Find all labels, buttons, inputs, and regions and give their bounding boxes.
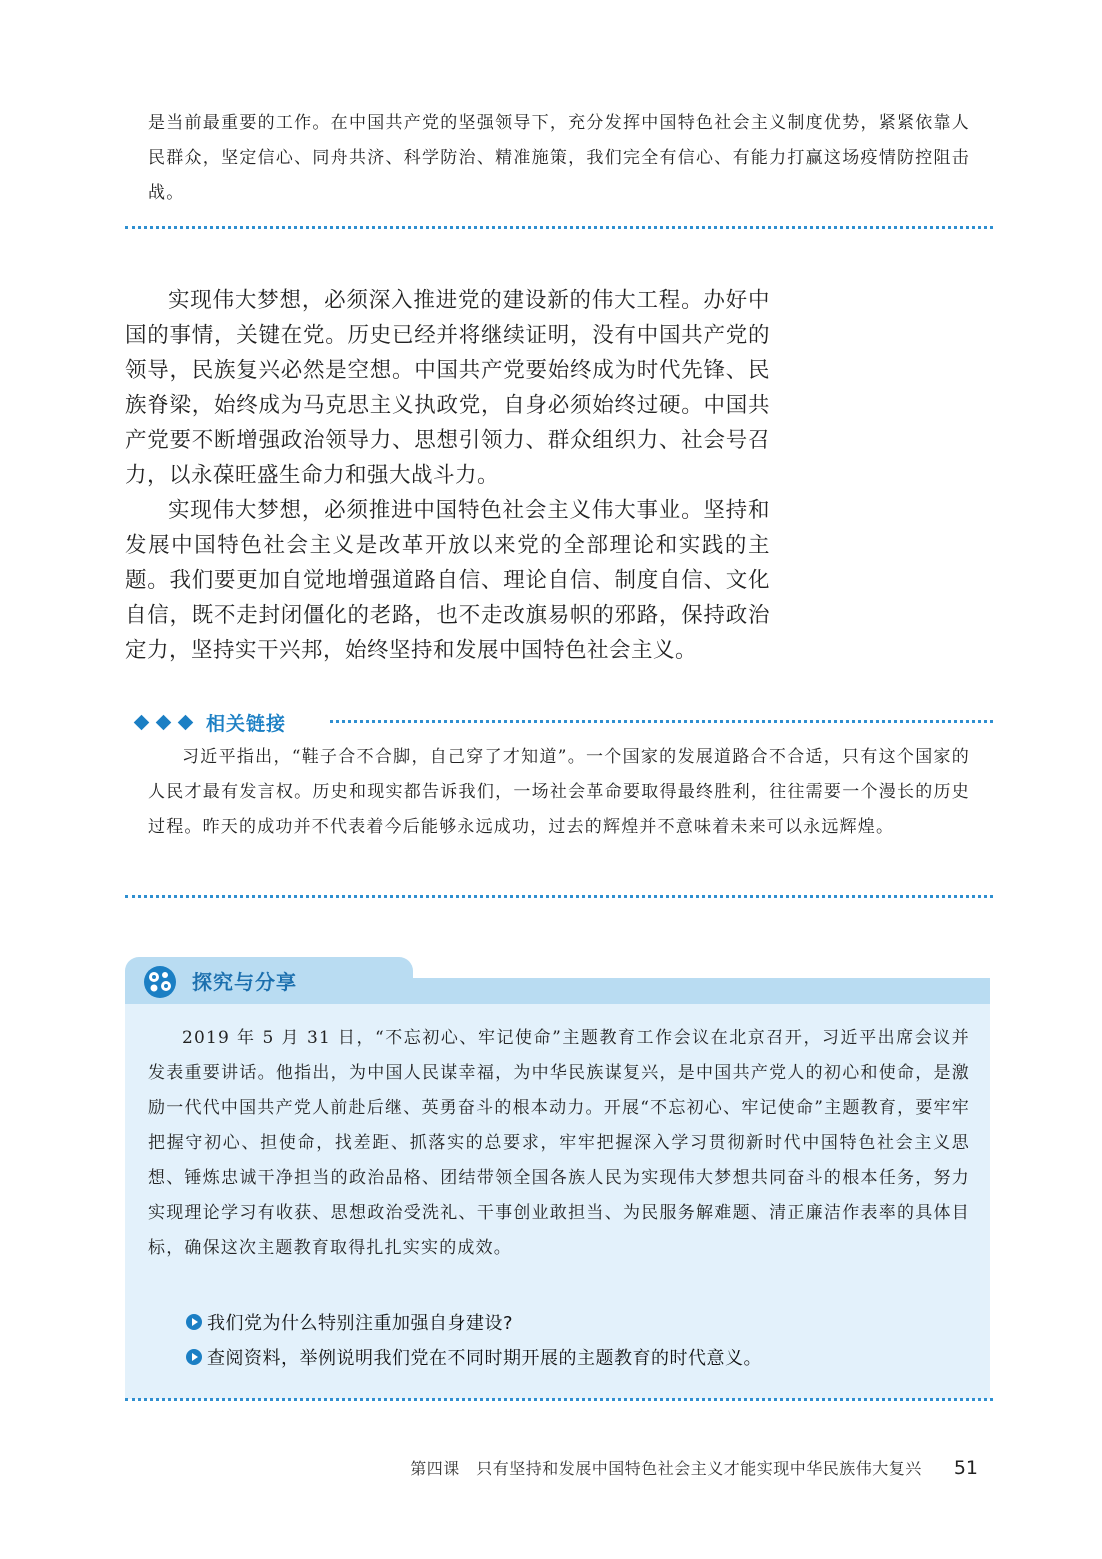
explore-title: 探究与分享 — [192, 970, 297, 994]
chapter-title: 第四课 只有坚持和发展中国特色社会主义才能实现中华民族伟大复兴 — [410, 1459, 922, 1478]
top-box-divider — [125, 226, 993, 229]
main-paragraph: 实现伟大梦想，必须深入推进党的建设新的伟大工程。办好中国的事情，关键在党。历史已经并将继续证明，没有中国共产党的领导，民族复兴必然是空想。中国共产党要始终成为时代先锋、民族脊梁，始终成为马克思主义执政党，自身必须始终过硬。中国共产党要不断增强政治领导力、思想引领力、群众组织力、社会号召力，以永葆旺盛生命力和强大战斗力。 — [125, 288, 770, 488]
question-text: 我们党为什么特别注重加强自身建设? — [207, 1313, 514, 1334]
top-box-text: 是当前最重要的工作。在中国共产党的坚强领导下，充分发挥中国特色社会主义制度优势，紧紧依靠人民群众，坚定信心、同舟共济、科学防治、精准施策，我们完全有信心、有能力打赢这场疫情防控阻击战。 — [148, 113, 970, 203]
explore-text: 2019 年 5 月 31 日，“不忘初心、牢记使命”主题教育工作会议在北京召开，习近平出席会议并发表重要讲话。他指出，为中国人民谋幸福，为中华民族谋复兴，是中国共产党人的初心和使命，是激励一代代中国共产党人前赴后继、英勇奋斗的根本动力。开展“不忘初心、牢记使命”主题教育，要牢牢把握守初心、担使命，找差距、抓落实的总要求，牢牢把握深入学习贯彻新时代中国特色社会主义思想、锤炼忠诚干净担当的政治品格、团结带领全国各族人民为实现伟大梦想共同奋斗的根本任务，努力实现理论学习有收获、思想政治受洗礼、干事创业敢担当、为民服务解难题、清正廉洁作表率的具体目标，确保这次主题教育取得扎扎实实的成效。 — [148, 1028, 970, 1258]
explore-divider — [125, 1398, 993, 1401]
diamond-icon — [178, 714, 194, 730]
diamond-icon — [134, 714, 150, 730]
question-text: 查阅资料，举例说明我们党在不同时期开展的主题教育的时代意义。 — [207, 1348, 762, 1369]
page-footer — [410, 1456, 978, 1479]
main-paragraph: 实现伟大梦想，必须推进中国特色社会主义伟大事业。坚持和发展中国特色社会主义是改革开放以来党的全部理论和实践的主题。我们要更加自觉地增强道路自信、理论自信、制度自信、文化自信，既不走封闭僵化的老路，也不走改旗易帜的邪路，保持政治定力，坚持实干兴邦，始终坚持和发展中国特色社会主义。 — [125, 498, 770, 663]
related-link-divider — [125, 895, 993, 898]
question-item — [186, 1344, 762, 1370]
play-circle-icon — [186, 1314, 202, 1330]
related-link-text: 习近平指出，“鞋子合不合脚，自己穿了才知道”。一个国家的发展道路合不合适，只有这个国家的人民才最有发言权。历史和现实都告诉我们，一场社会革命要取得最终胜利，往往需要一个漫长的历史过程。昨天的成功并不代表着今后能够永远成功，过去的辉煌并不意味着未来可以永远辉煌。 — [148, 747, 970, 837]
explore-share-icon — [141, 963, 179, 1001]
main-body — [125, 283, 770, 668]
related-link-header-rule — [330, 720, 993, 723]
diamond-icon — [156, 714, 172, 730]
page-number: 51 — [953, 1457, 978, 1479]
play-circle-icon — [186, 1349, 202, 1365]
related-link-header — [136, 707, 286, 737]
related-link-title: 相关链接 — [206, 712, 287, 735]
question-item — [186, 1309, 513, 1335]
